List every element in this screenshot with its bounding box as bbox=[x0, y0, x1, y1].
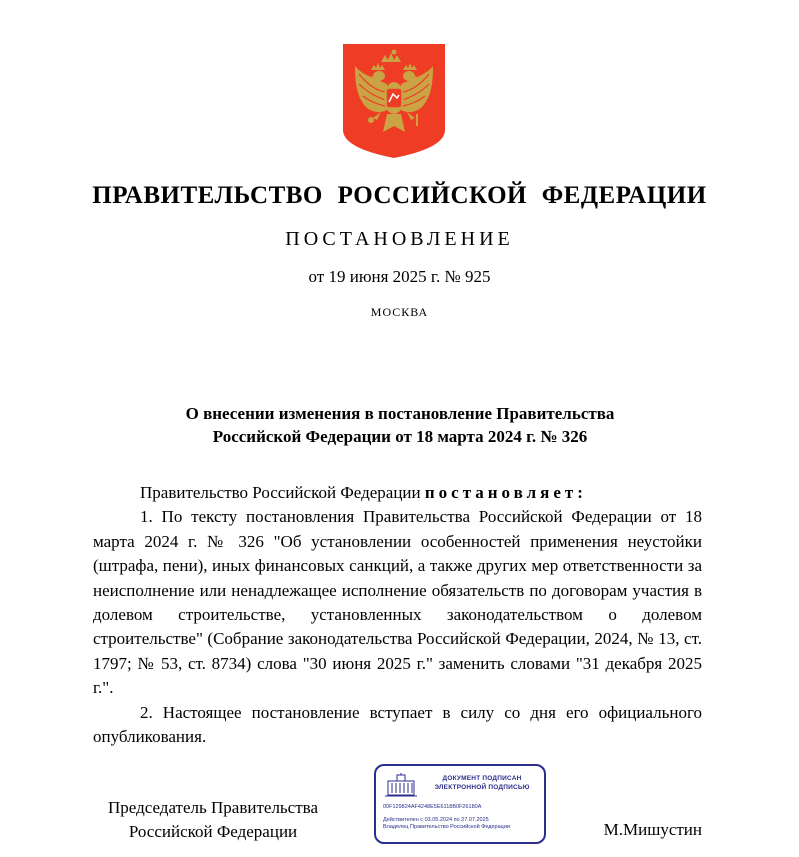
subject-line-2: Российской Федерации от 18 марта 2024 г. № 326 bbox=[212, 427, 588, 446]
signatory-position-line-1: Председатель Правительства bbox=[107, 798, 319, 817]
document-city: МОСКВА bbox=[370, 305, 429, 319]
government-title: ПРАВИТЕЛЬСТВО РОССИЙСКОЙ ФЕДЕРАЦИИ bbox=[92, 182, 707, 209]
preamble-verb: постановляет: bbox=[424, 483, 587, 502]
stamp-owner: Владелец Правительство Российской Федерации bbox=[383, 824, 510, 830]
document-subject bbox=[150, 402, 650, 448]
preamble-lead: Правительство Российской Федерации bbox=[140, 483, 425, 502]
document-body bbox=[93, 481, 702, 749]
electronic-signature-stamp bbox=[374, 764, 546, 844]
stamp-certificate: 00F129824AF4248E5E6118B0F26180A bbox=[383, 804, 482, 810]
stamp-validity: Действителен с 03.05.2024 по 27.07.2025 bbox=[383, 817, 489, 823]
preamble bbox=[93, 481, 702, 505]
document-type: ПОСТАНОВЛЕНИЕ bbox=[285, 228, 514, 250]
stamp-heading-line-1: ДОКУМЕНТ ПОДПИСАН bbox=[442, 775, 522, 782]
stamp-heading bbox=[424, 774, 540, 792]
item-1: 1. По тексту постановления Правительства Российской Федерации от 18 марта 2024 г. № 326 "Об установлении особенностей применения неустойки (штрафа, пени), иных финансовых санкций, а также других мер ответственности за неисполнение или ненадлежащее исполнение обязательств по договорам участия в долевом строительстве, установленных законодательством о долевом строительстве" (Собрание законодательства Российской Федерации, 2024, № 13, ст. 1797; № 53, ст. 8734) слова "30 июня 2025 г." заменить словами "31 декабря 2025 г.". bbox=[93, 507, 702, 698]
item-2: 2. Настоящее постановление вступает в силу со дня его официального опубликования. bbox=[93, 702, 702, 747]
signatory-name: М.Мишустин bbox=[603, 820, 702, 839]
document-date-number: от 19 июня 2025 г. № 925 bbox=[308, 267, 491, 286]
subject-line-1: О внесении изменения в постановление Правительства bbox=[185, 404, 615, 423]
government-building-icon bbox=[385, 773, 417, 797]
signatory-position-line-2: Российской Федерации bbox=[128, 822, 298, 841]
stamp-heading-line-2: ЭЛЕКТРОННОЙ ПОДПИСЬЮ bbox=[434, 784, 530, 791]
signatory-position bbox=[93, 796, 333, 844]
coat-of-arms-icon bbox=[343, 44, 445, 158]
